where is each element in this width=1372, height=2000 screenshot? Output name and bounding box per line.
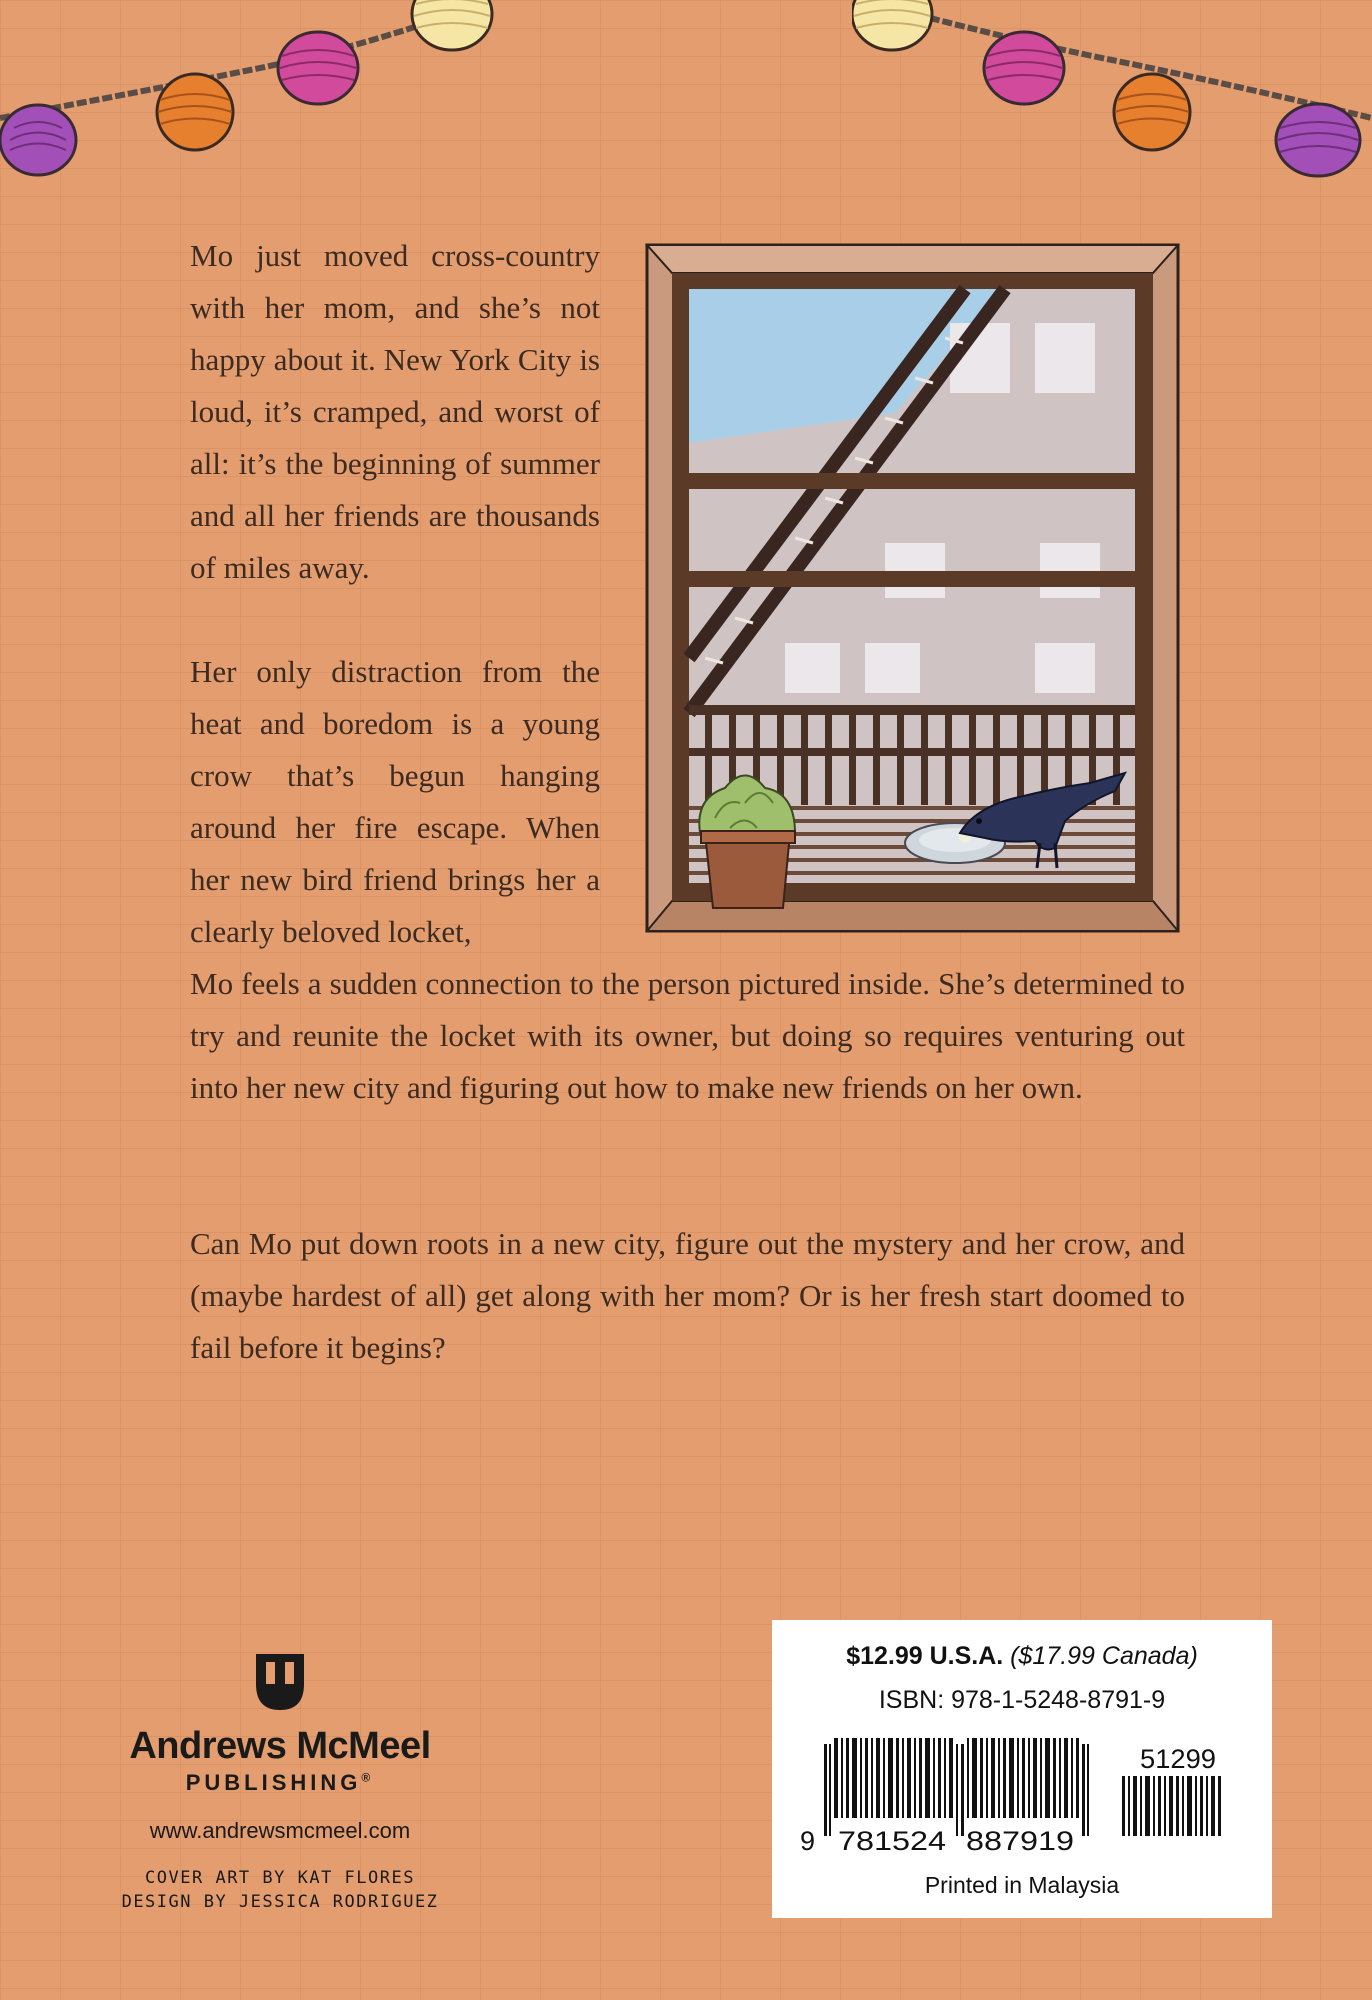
publisher-url: www.andrewsmcmeel.com [149,1818,411,1843]
printed-in: Printed in Malaysia [924,1872,1120,1898]
publisher-name: Andrews McMeel [129,1725,431,1767]
building-window [1035,323,1095,393]
potted-succulent [699,776,795,909]
blurb-paragraph-3: Mo feels a sudden connection to the person pictured inside. She’s determined to try and reunite the locket with its owner, but doing so requires venturing out into her new city and figuring out how to make new friends on her own. [190,966,1185,1105]
lantern-purple [1276,104,1360,176]
isbn-barcode [800,1738,1250,1863]
barcode-box [772,1620,1272,1918]
blurb-paragraph-2: Her only distraction from the heat and boredom is a young crow that’s begun hanging around her fire escape. When her new bird friend brings her a clearly beloved locket, [190,654,600,949]
building-window [1035,643,1095,693]
building-window [865,643,920,693]
blurb-paragraph-1: Mo just moved cross-country with her mom, and she’s not happy about it. New York City is loud, it’s cramped, and worst of all: it’s the beginning of summer and all her friends are thousands of miles away. [190,238,600,585]
barcode-addon: 51299 [1140,1744,1216,1774]
registered-mark: ® [361,1770,375,1785]
lantern-orange [157,74,233,150]
credit-design: DESIGN BY JESSICA RODRIGUEZ [121,1892,439,1912]
price-usa: $12.99 U.S.A. [846,1642,1004,1670]
publisher-block [100,1650,460,1912]
lantern-pink [984,32,1064,104]
window-illustration [645,243,1180,933]
building-window [1040,543,1100,598]
barcode-digits-right: 887919 [966,1826,1074,1856]
credit-cover-art: COVER ART BY KAT FLORES [145,1868,415,1888]
lantern-orange [1114,74,1190,150]
publisher-logo-icon [252,1650,308,1714]
lantern-purple [0,105,76,175]
price-canada: ($17.99 Canada) [1010,1642,1198,1670]
barcode-digit-first: 9 [800,1826,816,1856]
publisher-subtitle [100,1770,460,1796]
blurb-paragraph-4: Can Mo put down roots in a new city, figure out the mystery and her crow, and (maybe hardest of all) get along with her mom? Or is her fresh start doomed to fail before it begins? [190,1226,1185,1365]
publisher-subtitle-text: PUBLISHING [185,1770,362,1795]
lantern-cream [412,0,492,50]
barcode-digits-left: 781524 [838,1826,946,1856]
building-window [885,543,945,598]
lantern-cream [852,0,932,50]
price-line [772,1642,1272,1671]
string-lights-left [0,0,520,190]
string-lights-right [852,0,1372,190]
isbn-number: ISBN: 978-1-5248-8791-9 [878,1686,1166,1714]
lantern-pink [278,32,358,104]
building-window [785,643,840,693]
